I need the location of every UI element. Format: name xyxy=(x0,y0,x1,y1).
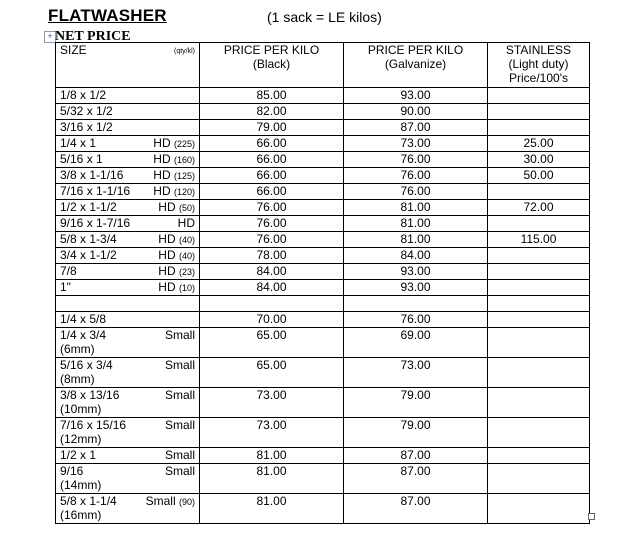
black-price-cell: 76.00 xyxy=(200,216,344,232)
grade-info xyxy=(158,200,195,215)
galvanize-price-cell: 87.00 xyxy=(344,464,488,494)
table-row xyxy=(56,88,590,104)
black-price-cell: 79.00 xyxy=(200,120,344,136)
stainless-price-cell: 115.00 xyxy=(488,232,590,248)
size-header-label: SIZE xyxy=(60,43,87,57)
table-row xyxy=(56,448,590,464)
size-cell xyxy=(56,184,200,200)
qty-per-kilo: (40) xyxy=(178,235,195,245)
size-value: 7/16 x 15/16 xyxy=(60,418,127,432)
grade-info xyxy=(165,328,195,342)
stainless-price-cell xyxy=(488,264,590,280)
table-row xyxy=(56,216,590,232)
grade-label: Small xyxy=(164,464,195,478)
galvanize-price-cell: 93.00 xyxy=(344,88,488,104)
table-row xyxy=(56,358,590,388)
table-resize-handle-icon[interactable] xyxy=(588,513,595,520)
grade-label: Small xyxy=(164,328,195,342)
black-price-cell: 65.00 xyxy=(200,328,344,358)
table-row xyxy=(56,296,590,312)
size-metric: (16mm) xyxy=(60,508,102,522)
qty-header-label: (qty/kl) xyxy=(174,48,195,55)
header-row xyxy=(56,43,590,88)
galvanize-price-header xyxy=(344,43,488,88)
black-price-cell: 66.00 xyxy=(200,136,344,152)
black-price-cell: 82.00 xyxy=(200,104,344,120)
galvanize-price-cell: 79.00 xyxy=(344,418,488,448)
stainless-price-cell xyxy=(488,388,590,418)
table-row xyxy=(56,388,590,418)
stainless-price-cell xyxy=(488,494,590,524)
stainless-header-line1: STAINLESS xyxy=(505,43,572,57)
size-cell xyxy=(56,388,200,418)
size-cell xyxy=(56,200,200,216)
black-price-cell: 81.00 xyxy=(200,464,344,494)
size-value: 5/16 x 3/4 xyxy=(60,358,113,372)
stainless-price-cell: 25.00 xyxy=(488,136,590,152)
size-metric: (8mm) xyxy=(60,372,95,386)
size-metric: (10mm) xyxy=(60,402,102,416)
galvanize-price-cell: 93.00 xyxy=(344,280,488,296)
grade-info xyxy=(153,184,195,199)
grade-info xyxy=(153,136,195,151)
size-cell xyxy=(56,448,200,464)
table-row xyxy=(56,248,590,264)
black-price-cell: 81.00 xyxy=(200,494,344,524)
black-price-cell: 81.00 xyxy=(200,448,344,464)
grade-label: HD xyxy=(158,264,176,278)
galvanize-price-cell: 73.00 xyxy=(344,136,488,152)
net-price-label: NET PRICE xyxy=(55,29,131,44)
grade-info xyxy=(158,280,195,295)
table-row xyxy=(56,168,590,184)
table-row xyxy=(56,328,590,358)
size-value: 3/16 x 1/2 xyxy=(60,120,113,134)
table-row xyxy=(56,120,590,136)
grade-label: HD xyxy=(153,136,171,150)
size-cell xyxy=(56,494,200,524)
grade-info xyxy=(158,264,195,279)
size-cell xyxy=(56,464,200,494)
size-cell xyxy=(56,232,200,248)
galvanize-price-cell: 81.00 xyxy=(344,232,488,248)
grade-info xyxy=(158,248,195,263)
grade-info xyxy=(146,494,195,509)
qty-per-kilo: (90) xyxy=(178,497,195,507)
black-price-header xyxy=(200,43,344,88)
table-row xyxy=(56,104,590,120)
galvanize-price-cell: 87.00 xyxy=(344,120,488,136)
stainless-price-cell xyxy=(488,358,590,388)
table-move-handle-icon[interactable]: + xyxy=(44,31,56,43)
qty-per-kilo: (10) xyxy=(178,283,195,293)
black-price-cell xyxy=(200,296,344,312)
stainless-price-cell xyxy=(488,104,590,120)
size-value: 5/8 x 1-1/4 xyxy=(60,494,117,508)
grade-label: Small xyxy=(164,358,195,372)
size-value: 1/2 x 1 xyxy=(60,448,97,462)
size-cell xyxy=(56,152,200,168)
galvanize-price-cell: 76.00 xyxy=(344,168,488,184)
table-row xyxy=(56,464,590,494)
black-price-cell: 65.00 xyxy=(200,358,344,388)
grade-label: Small xyxy=(164,388,195,402)
grade-label: HD xyxy=(158,232,176,246)
size-value: 7/16 x 1-1/16 xyxy=(60,184,131,198)
qty-per-kilo: (120) xyxy=(173,187,195,197)
stainless-price-cell xyxy=(488,184,590,200)
galvanize-price-cell: 87.00 xyxy=(344,494,488,524)
black-price-cell: 66.00 xyxy=(200,184,344,200)
galvanize-price-cell: 93.00 xyxy=(344,264,488,280)
grade-info xyxy=(178,216,195,230)
galvanize-price-cell: 81.00 xyxy=(344,200,488,216)
black-price-cell: 73.00 xyxy=(200,418,344,448)
grade-label: HD xyxy=(153,168,171,182)
size-cell xyxy=(56,280,200,296)
size-cell xyxy=(56,296,200,312)
size-cell xyxy=(56,120,200,136)
size-cell xyxy=(56,168,200,184)
black-price-cell: 66.00 xyxy=(200,152,344,168)
black-price-cell: 85.00 xyxy=(200,88,344,104)
size-metric: (6mm) xyxy=(60,342,95,356)
grade-info xyxy=(165,388,195,402)
galvanize-price-cell: 73.00 xyxy=(344,358,488,388)
size-value: 1/8 x 1/2 xyxy=(60,88,107,102)
galv-header-line2: (Galvanize) xyxy=(384,57,447,71)
grade-label: HD xyxy=(158,200,176,214)
price-table-body xyxy=(56,88,590,524)
table-row xyxy=(56,136,590,152)
stainless-price-cell: 50.00 xyxy=(488,168,590,184)
grade-label: HD xyxy=(158,248,176,262)
grade-label: HD xyxy=(177,216,195,230)
galvanize-price-cell: 90.00 xyxy=(344,104,488,120)
stainless-price-cell xyxy=(488,248,590,264)
size-cell xyxy=(56,104,200,120)
stainless-price-cell xyxy=(488,328,590,358)
size-value: 1" xyxy=(60,280,71,294)
table-row xyxy=(56,200,590,216)
grade-info xyxy=(153,168,195,183)
size-cell xyxy=(56,358,200,388)
galvanize-price-cell: 79.00 xyxy=(344,388,488,418)
size-cell xyxy=(56,88,200,104)
price-table xyxy=(55,42,590,524)
qty-per-kilo: (50) xyxy=(178,203,195,213)
grade-info xyxy=(165,358,195,372)
stainless-price-header xyxy=(488,43,590,88)
size-metric: (14mm) xyxy=(60,478,102,492)
size-value xyxy=(60,296,195,310)
galvanize-price-cell xyxy=(344,296,488,312)
size-value: 1/4 x 3/4 xyxy=(60,328,107,342)
black-price-cell: 84.00 xyxy=(200,264,344,280)
table-row xyxy=(56,264,590,280)
stainless-price-cell xyxy=(488,418,590,448)
size-cell xyxy=(56,248,200,264)
table-row xyxy=(56,418,590,448)
size-value: 3/4 x 1-1/2 xyxy=(60,248,117,262)
black-price-cell: 73.00 xyxy=(200,388,344,418)
document-title: FLATWASHER xyxy=(48,6,167,25)
stainless-price-cell xyxy=(488,448,590,464)
grade-info xyxy=(153,152,195,167)
size-value: 9/16 xyxy=(60,464,84,478)
size-value: 5/8 x 1-3/4 xyxy=(60,232,117,246)
size-value: 5/32 x 1/2 xyxy=(60,104,113,118)
black-price-cell: 66.00 xyxy=(200,168,344,184)
size-cell xyxy=(56,136,200,152)
black-header-line2: (Black) xyxy=(252,57,291,71)
size-cell xyxy=(56,418,200,448)
galvanize-price-cell: 87.00 xyxy=(344,448,488,464)
galvanize-price-cell: 76.00 xyxy=(344,152,488,168)
table-row xyxy=(56,152,590,168)
grade-label: Small xyxy=(164,418,195,432)
grade-info xyxy=(165,418,195,432)
stainless-price-cell xyxy=(488,312,590,328)
galvanize-price-cell: 76.00 xyxy=(344,312,488,328)
stainless-price-cell: 30.00 xyxy=(488,152,590,168)
stainless-price-cell xyxy=(488,296,590,312)
grade-label: Small xyxy=(164,448,195,462)
size-value: 9/16 x 1-7/16 xyxy=(60,216,131,230)
size-value: 7/8 xyxy=(60,264,77,278)
size-cell xyxy=(56,216,200,232)
stainless-header-line2: (Light duty) xyxy=(508,57,569,71)
galvanize-price-cell: 81.00 xyxy=(344,216,488,232)
grade-label: Small xyxy=(145,494,176,508)
stainless-price-cell xyxy=(488,120,590,136)
table-row xyxy=(56,312,590,328)
size-cell xyxy=(56,328,200,358)
size-value: 5/16 x 1 xyxy=(60,152,103,166)
grade-info xyxy=(165,448,195,462)
size-metric: (12mm) xyxy=(60,432,102,446)
sack-note: (1 sack = LE kilos) xyxy=(267,9,382,25)
qty-per-kilo: (160) xyxy=(173,155,195,165)
galvanize-price-cell: 76.00 xyxy=(344,184,488,200)
stainless-price-cell xyxy=(488,88,590,104)
size-value: 1/4 x 5/8 xyxy=(60,312,107,326)
table-row xyxy=(56,280,590,296)
qty-per-kilo: (125) xyxy=(173,171,195,181)
qty-per-kilo: (40) xyxy=(178,251,195,261)
size-value: 3/8 x 13/16 xyxy=(60,388,120,402)
table-row xyxy=(56,184,590,200)
galvanize-price-cell: 84.00 xyxy=(344,248,488,264)
stainless-price-cell xyxy=(488,280,590,296)
grade-info xyxy=(158,232,195,247)
black-price-cell: 70.00 xyxy=(200,312,344,328)
grade-info xyxy=(165,464,195,478)
black-price-cell: 84.00 xyxy=(200,280,344,296)
size-cell xyxy=(56,264,200,280)
stainless-header-line3: Price/100's xyxy=(509,71,568,85)
black-price-cell: 76.00 xyxy=(200,232,344,248)
black-price-cell: 76.00 xyxy=(200,200,344,216)
grade-label: HD xyxy=(153,152,171,166)
size-value: 1/2 x 1-1/2 xyxy=(60,200,117,214)
qty-per-kilo: (225) xyxy=(173,139,195,149)
size-header xyxy=(56,43,200,88)
black-price-cell: 78.00 xyxy=(200,248,344,264)
table-row xyxy=(56,232,590,248)
size-cell xyxy=(56,312,200,328)
galv-header-line1: PRICE PER KILO xyxy=(367,43,464,57)
stainless-price-cell xyxy=(488,216,590,232)
black-header-line1: PRICE PER KILO xyxy=(223,43,320,57)
grade-label: HD xyxy=(153,184,171,198)
galvanize-price-cell: 69.00 xyxy=(344,328,488,358)
size-value: 1/4 x 1 xyxy=(60,136,97,150)
table-row xyxy=(56,494,590,524)
stainless-price-cell xyxy=(488,464,590,494)
qty-per-kilo: (23) xyxy=(178,267,195,277)
stainless-price-cell: 72.00 xyxy=(488,200,590,216)
grade-label: HD xyxy=(158,280,176,294)
size-value: 3/8 x 1-1/16 xyxy=(60,168,124,182)
